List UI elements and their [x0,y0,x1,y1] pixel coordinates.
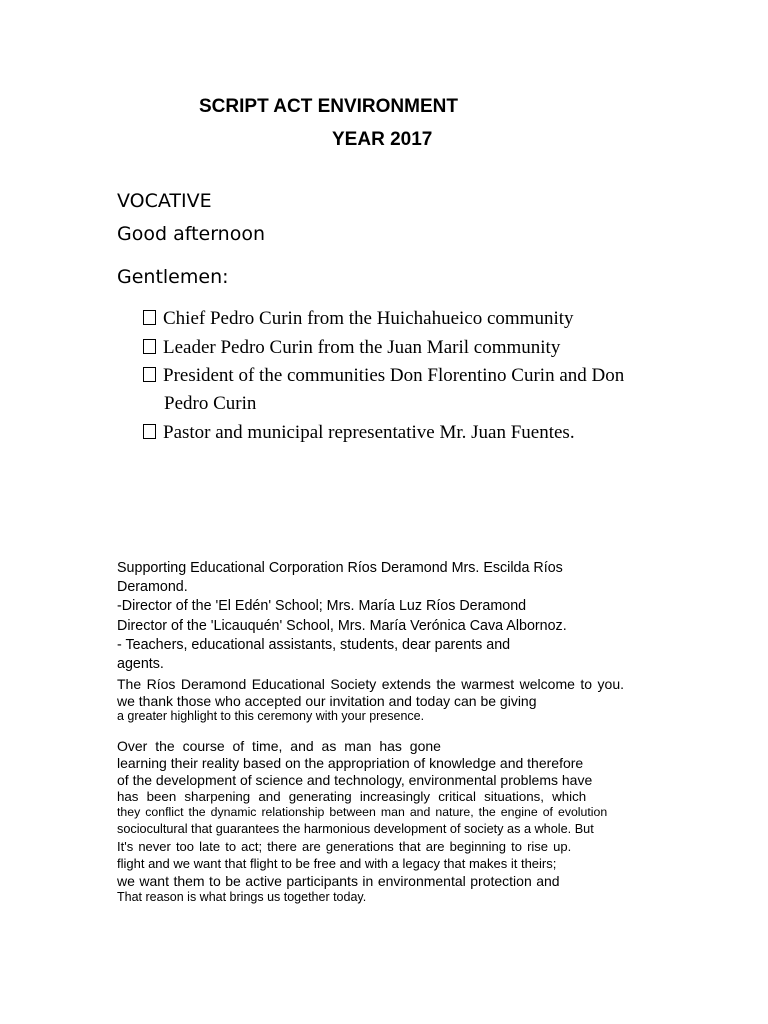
paragraph-2-line: learning their reality based on the appropriation of knowledge and therefore [117,755,584,771]
paragraph-1-line: agents. [117,656,164,672]
paragraph-2-line: they conflict the dynamic relationship between man and nature, the engine of evolution [117,805,608,819]
paragraph-2-line: It's never too late to act; there are generations that are beginning to rise up. [117,839,572,854]
paragraph-2-line: flight and we want that flight to be free and with a legacy that makes it theirs; [117,856,557,871]
title-line-1: SCRIPT ACT ENVIRONMENT [199,96,458,117]
title-line-2: YEAR 2017 [332,129,433,150]
paragraph-2-line: of the development of science and technology, environmental problems have [117,772,593,788]
guest-item: Leader Pedro Curin from the Juan Maril community [143,337,560,359]
checkbox-glyph-icon [143,310,156,325]
paragraph-1-line: Supporting Educational Corporation Ríos Deramond Mrs. Escilda Ríos [117,560,563,576]
paragraph-2-line: Over the course of time, and as man has gone [117,738,441,754]
paragraph-1-line: Deramond. [117,579,188,595]
paragraph-1-line: Director of the 'Licauquén' School, Mrs. María Verónica Cava Albornoz. [117,618,567,634]
vocative-heading: VOCATIVE [117,190,212,212]
guest-item: Pastor and municipal representative Mr. Juan Fuentes. [143,422,575,444]
paragraph-2-line: sociocultural that guarantees the harmonious development of society as a whole. But [117,822,594,836]
greeting: Good afternoon [117,223,266,245]
address-line: Gentlemen: [117,266,229,288]
guest-item-continuation: Pedro Curin [164,393,257,414]
paragraph-1-line: a greater highlight to this ceremony with your presence. [117,709,425,723]
paragraph-1-line: - Teachers, educational assistants, students, dear parents and [117,637,511,653]
paragraph-2-line: has been sharpening and generating increasingly critical situations, which [117,789,587,804]
paragraph-1-line: we thank those who accepted our invitation and today can be giving [117,693,537,709]
checkbox-glyph-icon [143,424,156,439]
guest-item: President of the communities Don Florentino Curin and Don [143,365,624,387]
checkbox-glyph-icon [143,339,156,354]
paragraph-2-line: we want them to be active participants in environmental protection and [117,873,560,889]
guest-item: Chief Pedro Curin from the Huichahueico community [143,308,574,330]
checkbox-glyph-icon [143,367,156,382]
paragraph-2-line: That reason is what brings us together today. [117,890,367,904]
paragraph-1-line: -Director of the 'El Edén' School; Mrs. María Luz Ríos Deramond [117,598,527,614]
paragraph-1-line: The Ríos Deramond Educational Society extends the warmest welcome to you. [117,676,625,692]
